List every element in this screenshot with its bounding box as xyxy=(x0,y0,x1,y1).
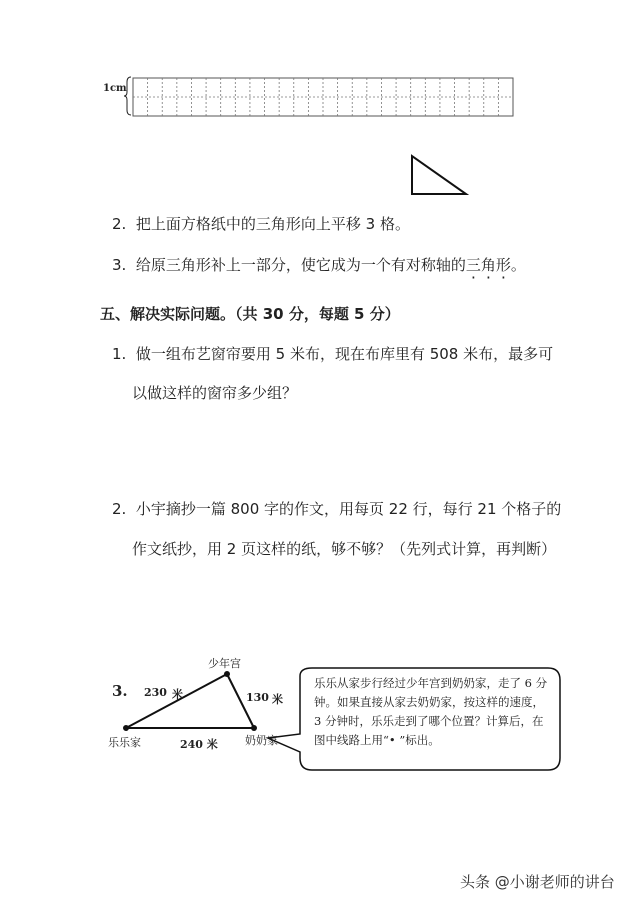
problem-1-line-2: 以做这样的窗帘多少组？ xyxy=(132,384,298,402)
bubble-text: 乐乐从家步行经过少年宫到奶奶家，走了 6 分钟。如果直接从家去奶奶家，按这样的速度，3 分钟时，乐乐走到了哪个位置？计算后，在图中线路上用“• ”标出。 xyxy=(314,676,548,747)
distance-home-grandma: 240 米 xyxy=(180,738,218,751)
problem-2-line-2: 作文纸抄，用 2 页这样的纸，够不够？（先列式计算，再判断） xyxy=(132,540,557,558)
label-home: 乐乐家 xyxy=(108,736,141,749)
label-grandma: 奶奶家 xyxy=(245,734,278,747)
route-lines xyxy=(126,674,254,728)
problem-3-number: 3. xyxy=(112,682,128,700)
distance-palace-grandma-unit: 米 xyxy=(272,693,283,706)
question-3: 3. 给原三角形补上一部分，使它成为一个有对称轴的三角形。 xyxy=(112,256,526,274)
distance-home-palace-unit: 米 xyxy=(172,688,183,701)
problem-2-line-1: 2. 小宇摘抄一篇 800 字的作文，用每页 22 行，每行 21 个格子的 xyxy=(112,500,562,518)
watermark: 头条 @小谢老师的讲台 xyxy=(460,873,615,891)
grid-scale-label: 1cm xyxy=(103,83,127,94)
palace-point xyxy=(224,671,230,677)
label-palace: 少年宫 xyxy=(208,657,241,670)
distance-palace-grandma: 130 xyxy=(246,691,269,704)
grandma-point xyxy=(251,725,257,731)
problem-1-line-1: 1. 做一组布艺窗帘要用 5 米布，现在布库里有 508 米布，最多可 xyxy=(112,345,554,363)
home-point xyxy=(123,725,129,731)
section-title: 五、解决实际问题。（共 30 分，每题 5 分） xyxy=(100,305,400,323)
question-2: 2. 把上面方格纸中的三角形向上平移 3 格。 xyxy=(112,215,410,233)
distance-home-palace: 230 xyxy=(144,686,167,699)
